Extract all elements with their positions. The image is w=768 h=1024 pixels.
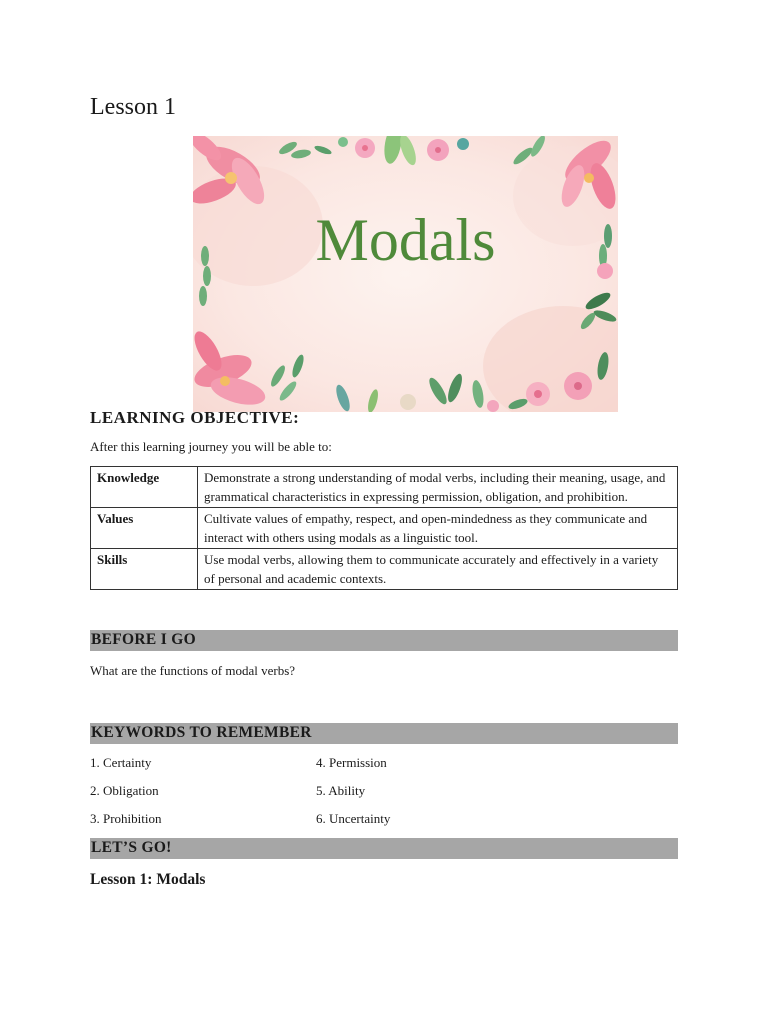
row-text: Cultivate values of empathy, respect, and open-mindedness as they communicate and interact with others using modals as a linguistic tool. [198, 508, 678, 549]
keyword-item: 6. Uncertainty [316, 811, 391, 826]
row-label: Values [91, 508, 198, 549]
keyword-item: 4. Permission [316, 755, 387, 770]
keyword-item: 1. Certainty [90, 755, 152, 770]
keywords-heading: KEYWORDS TO REMEMBER [90, 723, 678, 744]
table-row [91, 549, 678, 590]
row-label: Knowledge [91, 467, 198, 508]
row-label: Skills [91, 549, 198, 590]
keyword-item: 3. Prohibition [90, 811, 162, 826]
keyword-item: 5. Ability [316, 783, 366, 798]
lesson-subtitle: Lesson 1: Modals [90, 871, 206, 888]
lesson-heading: Lesson 1 [90, 94, 176, 120]
modals-banner-image [193, 136, 618, 412]
table-row [91, 508, 678, 549]
objective-intro: After this learning journey you will be able to: [90, 439, 332, 454]
row-text: Demonstrate a strong understanding of modal verbs, including their meaning, usage, and grammatical characteristics in expressing permission, obligation, and prohibition. [198, 467, 678, 508]
learning-objectives-table [90, 466, 678, 590]
table-row [91, 467, 678, 508]
banner-title: Modals [315, 207, 496, 273]
learning-objective-heading: LEARNING OBJECTIVE: [90, 408, 300, 427]
before-i-go-heading: BEFORE I GO [90, 630, 678, 651]
lets-go-heading: LET’S GO! [90, 838, 678, 859]
before-question: What are the functions of modal verbs? [90, 663, 296, 678]
row-text: Use modal verbs, allowing them to communicate accurately and effectively in a variety of personal and academic contexts. [198, 549, 678, 590]
keyword-item: 2. Obligation [90, 783, 159, 798]
